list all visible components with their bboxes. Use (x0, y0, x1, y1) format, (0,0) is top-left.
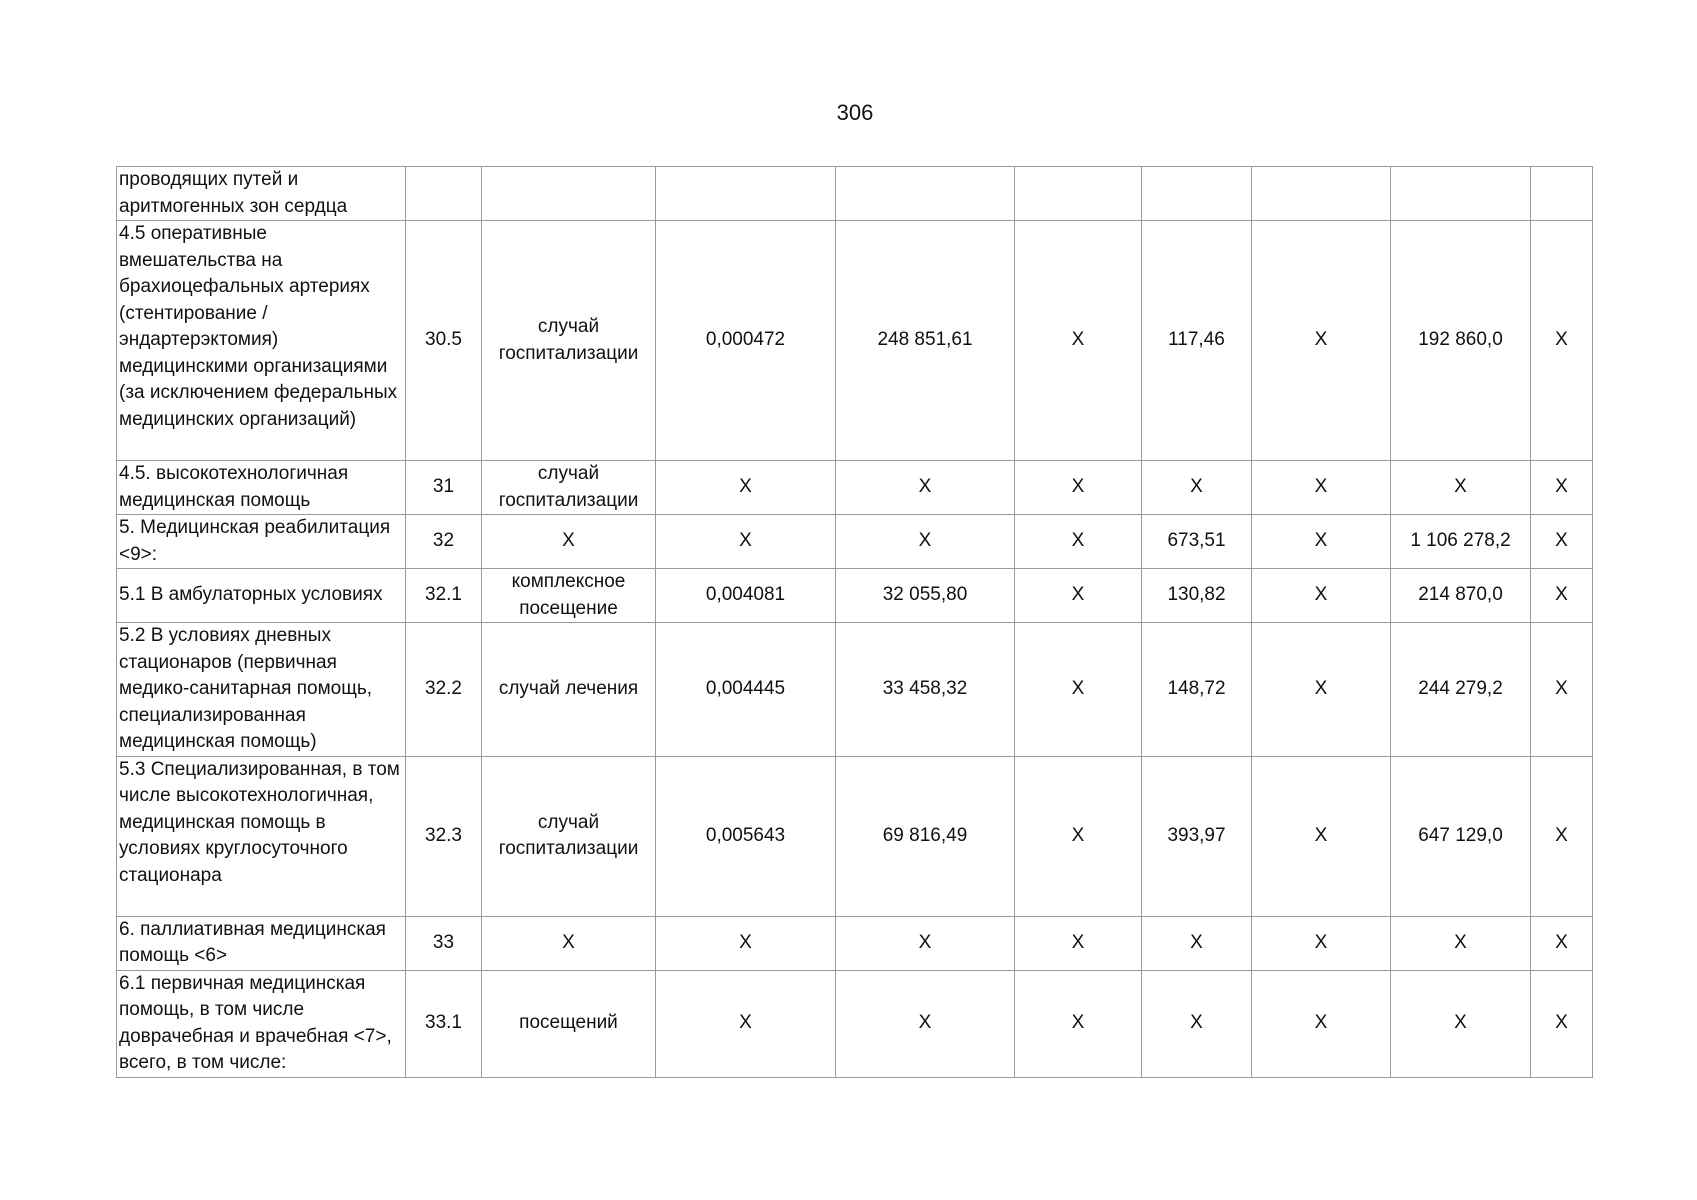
value-cell: 647 129,0 (1391, 756, 1531, 916)
unit-cell (482, 167, 656, 221)
line-number-cell: 30.5 (406, 221, 482, 461)
value-cell: X (1142, 970, 1252, 1077)
unit-cell: комплексное посещение (482, 569, 656, 623)
line-number-cell: 33 (406, 916, 482, 970)
value-cell (1252, 167, 1391, 221)
row-name-cell: 6. паллиативная медицинская помощь <6> (117, 916, 406, 970)
value-cell: 673,51 (1142, 515, 1252, 569)
value-cell: X (836, 970, 1015, 1077)
value-cell: X (1252, 569, 1391, 623)
value-cell: X (1252, 623, 1391, 757)
value-cell: X (1391, 970, 1531, 1077)
value-cell: X (836, 515, 1015, 569)
row-name-cell: 6.1 первичная медицинская помощь, в том числе доврачебная и врачебная <7>, всего, в том числе: (117, 970, 406, 1077)
value-cell: X (656, 970, 836, 1077)
value-cell: X (656, 916, 836, 970)
row-name-cell: 5.3 Специализированная, в том числе высокотехнологичная, медицинская помощь в условиях круглосуточного стационара (117, 756, 406, 916)
value-cell: X (1015, 970, 1142, 1077)
value-cell: X (836, 461, 1015, 515)
page-number: 306 (836, 100, 874, 125)
row-name-cell: 5. Медицинская реабилитация <9>: (117, 515, 406, 569)
line-number-cell: 32 (406, 515, 482, 569)
unit-cell: X (482, 916, 656, 970)
value-cell: X (1252, 970, 1391, 1077)
value-cell: 244 279,2 (1391, 623, 1531, 757)
value-cell: X (1531, 461, 1593, 515)
value-cell: X (1015, 916, 1142, 970)
line-number-cell: 32.2 (406, 623, 482, 757)
value-cell: X (1252, 221, 1391, 461)
unit-cell: случай госпитализации (482, 221, 656, 461)
value-cell: X (1531, 515, 1593, 569)
data-table (116, 166, 1593, 1078)
line-number-cell: 32.1 (406, 569, 482, 623)
value-cell: X (1015, 569, 1142, 623)
value-cell: 1 106 278,2 (1391, 515, 1531, 569)
value-cell: 192 860,0 (1391, 221, 1531, 461)
table-row (117, 970, 1593, 1077)
row-name-cell: 4.5. высокотехнологичная медицинская помощь (117, 461, 406, 515)
unit-cell: посещений (482, 970, 656, 1077)
value-cell: X (656, 515, 836, 569)
value-cell (1015, 167, 1142, 221)
value-cell: X (1531, 970, 1593, 1077)
value-cell: 33 458,32 (836, 623, 1015, 757)
table-row (117, 569, 1593, 623)
value-cell: 117,46 (1142, 221, 1252, 461)
value-cell (1531, 167, 1593, 221)
value-cell: X (1142, 916, 1252, 970)
value-cell: X (836, 916, 1015, 970)
value-cell: X (656, 461, 836, 515)
row-name-cell: 5.1 В амбулаторных условиях (117, 569, 406, 623)
value-cell: X (1391, 916, 1531, 970)
value-cell: X (1142, 461, 1252, 515)
value-cell: X (1252, 756, 1391, 916)
table-row (117, 756, 1593, 916)
value-cell: 69 816,49 (836, 756, 1015, 916)
line-number-cell: 33.1 (406, 970, 482, 1077)
value-cell: X (1391, 461, 1531, 515)
value-cell (1142, 167, 1252, 221)
value-cell: X (1252, 515, 1391, 569)
value-cell: 148,72 (1142, 623, 1252, 757)
value-cell: 0,004445 (656, 623, 836, 757)
value-cell: X (1015, 515, 1142, 569)
unit-cell: случай лечения (482, 623, 656, 757)
unit-cell: случай госпитализации (482, 461, 656, 515)
line-number-cell: 31 (406, 461, 482, 515)
value-cell: X (1531, 623, 1593, 757)
line-number-cell: 32.3 (406, 756, 482, 916)
value-cell: X (1252, 461, 1391, 515)
value-cell: 214 870,0 (1391, 569, 1531, 623)
value-cell: 0,000472 (656, 221, 836, 461)
table-row (117, 916, 1593, 970)
value-cell: 0,005643 (656, 756, 836, 916)
value-cell: X (1531, 756, 1593, 916)
table-row (117, 515, 1593, 569)
value-cell: X (1531, 221, 1593, 461)
value-cell: X (1531, 916, 1593, 970)
value-cell: X (1252, 916, 1391, 970)
value-cell (1391, 167, 1531, 221)
value-cell (836, 167, 1015, 221)
value-cell (656, 167, 836, 221)
value-cell: X (1015, 221, 1142, 461)
unit-cell: X (482, 515, 656, 569)
table-row (117, 221, 1593, 461)
row-name-cell: 5.2 В условиях дневных стационаров (первичная медико-санитарная помощь, специализированная медицинская помощь) (117, 623, 406, 757)
table-row (117, 167, 1593, 221)
line-number-cell (406, 167, 482, 221)
value-cell: 130,82 (1142, 569, 1252, 623)
row-name-cell: 4.5 оперативные вмешательства на брахиоцефальных артериях (стентирование / эндартерэктомия) медицинскими организациями (за исключением федеральных медицинских организаций) (117, 221, 406, 461)
value-cell: 0,004081 (656, 569, 836, 623)
value-cell: X (1531, 569, 1593, 623)
value-cell: 393,97 (1142, 756, 1252, 916)
value-cell: 248 851,61 (836, 221, 1015, 461)
value-cell: X (1015, 756, 1142, 916)
row-name-cell: проводящих путей и аритмогенных зон сердца (117, 167, 406, 221)
table-row (117, 461, 1593, 515)
value-cell: X (1015, 461, 1142, 515)
table-row (117, 623, 1593, 757)
value-cell: X (1015, 623, 1142, 757)
value-cell: 32 055,80 (836, 569, 1015, 623)
unit-cell: случай госпитализации (482, 756, 656, 916)
